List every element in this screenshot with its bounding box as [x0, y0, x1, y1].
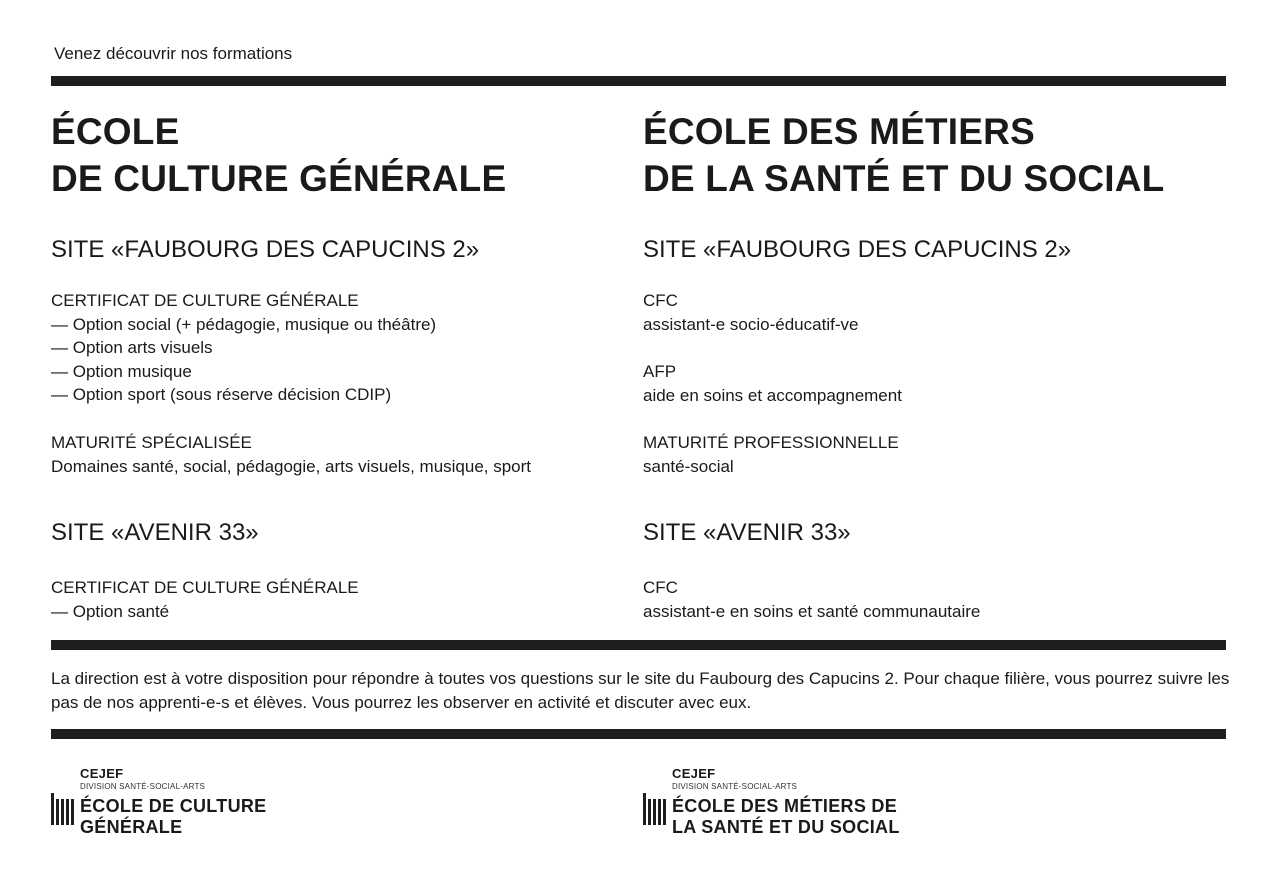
left-site1-block2: [51, 431, 531, 478]
left-title-line-2: DE CULTURE GÉNÉRALE: [51, 158, 507, 199]
intro-text: Venez découvrir nos formations: [54, 44, 293, 63]
logo-name-line-2: GÉNÉRALE: [80, 817, 183, 837]
left-title-line-1: ÉCOLE: [51, 111, 180, 152]
left-school-title: [51, 108, 506, 202]
emss-logo: [643, 766, 900, 838]
logo-division: DIVISION SANTÉ-SOCIAL-ARTS: [80, 782, 206, 791]
right-site1-heading: SITE «FAUBOURG DES CAPUCINS 2»: [643, 236, 1072, 263]
left-s1b1-line-1: CERTIFICAT DE CULTURE GÉNÉRALE: [51, 291, 359, 310]
left-s1b1-line-2: — Option social (+ pédagogie, musique ou théâtre): [51, 314, 437, 334]
left-site1-heading: SITE «FAUBOURG DES CAPUCINS 2»: [51, 236, 480, 263]
right-s1b3-line-1: MATURITÉ PROFESSIONNELLE: [643, 433, 899, 452]
left-s1b2-line-2: Domaines santé, social, pédagogie, arts visuels, musique, sport: [51, 456, 532, 476]
right-s1b3-line-2: santé-social: [643, 456, 734, 476]
left-site1-block1: [51, 289, 436, 407]
left-s2b1-line-2: — Option santé: [51, 601, 170, 621]
right-s1b2-line-2: aide en soins et accompagnement: [643, 385, 902, 405]
right-site1-block3: [643, 431, 899, 478]
logo-bars-icon: [51, 793, 74, 825]
logo-name-line-1: ÉCOLE DES MÉTIERS DE: [672, 796, 898, 816]
right-s1b1-line-2: assistant-e socio-éducatif-ve: [643, 314, 859, 334]
bottom-divider: [51, 729, 1226, 739]
right-site1-block2: [643, 360, 902, 407]
left-s1b2-line-1: MATURITÉ SPÉCIALISÉE: [51, 433, 252, 452]
top-divider: [51, 76, 1226, 86]
logo-org: CEJEF: [672, 766, 716, 781]
right-site2-block1: [643, 576, 980, 623]
left-site2-block1: [51, 576, 359, 623]
footer-paragraph: La direction est à votre disposition pour répondre à toutes vos questions sur le site du Faubourg des Capucins 2. Pour chaque filière, vous pourrez suivre les pas de nos apprenti-e-s et élèves. Vous pourrez les observer en activité et discuter avec eux.: [51, 669, 1230, 712]
right-title-line-2: DE LA SANTÉ ET DU SOCIAL: [643, 158, 1165, 199]
logo-org: CEJEF: [80, 766, 124, 781]
left-s2b1-line-1: CERTIFICAT DE CULTURE GÉNÉRALE: [51, 578, 359, 597]
right-s2b1-line-1: CFC: [643, 578, 678, 597]
logo-name-line-1: ÉCOLE DE CULTURE: [80, 796, 267, 816]
left-site2-heading: SITE «AVENIR 33»: [51, 519, 259, 546]
logo-division: DIVISION SANTÉ-SOCIAL-ARTS: [672, 782, 798, 791]
logo-bars-icon: [643, 793, 666, 825]
right-site1-block1: [643, 289, 858, 336]
left-s1b1-line-3: — Option arts visuels: [51, 338, 213, 357]
logo-name-line-2: LA SANTÉ ET DU SOCIAL: [672, 817, 900, 837]
right-s2b1-line-2: assistant-e en soins et santé communautaire: [643, 601, 981, 621]
right-title-line-1: ÉCOLE DES MÉTIERS: [643, 111, 1035, 152]
right-s1b2-line-1: AFP: [643, 362, 677, 381]
right-site2-heading: SITE «AVENIR 33»: [643, 519, 851, 546]
ecg-logo: [51, 766, 266, 838]
left-s1b1-line-4: — Option musique: [51, 361, 192, 381]
right-s1b1-line-1: CFC: [643, 291, 678, 310]
right-school-title: [643, 108, 1164, 202]
left-s1b1-line-5: — Option sport (sous réserve décision CDIP): [51, 385, 392, 404]
middle-divider: [51, 640, 1226, 650]
